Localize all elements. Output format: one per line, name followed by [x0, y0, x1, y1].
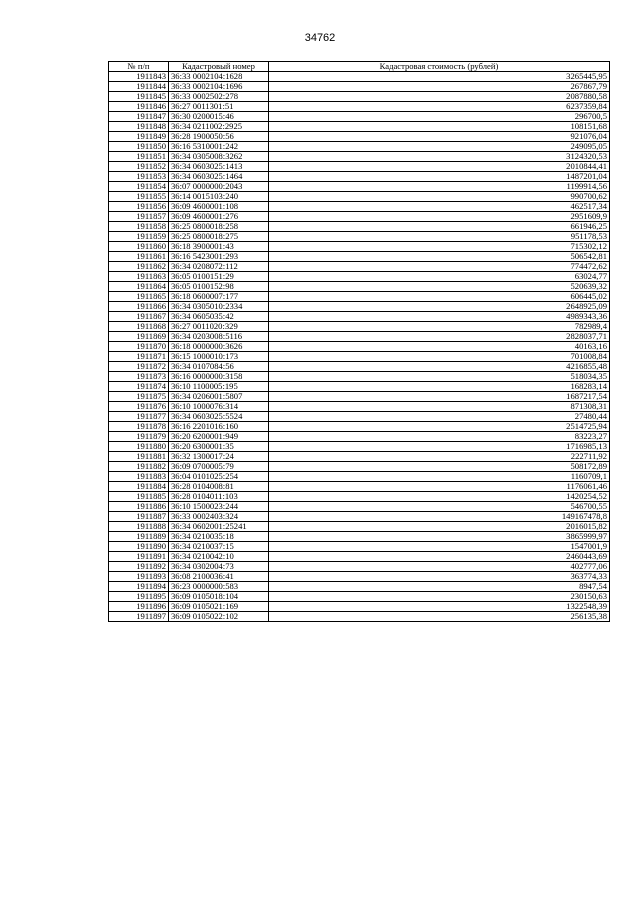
cadastral-value-cell: 701008,84 [269, 352, 610, 362]
table-row [109, 362, 610, 372]
cadastral-number-cell: 36:16 5423001:293 [169, 252, 269, 262]
cadastral-value-cell: 267867,79 [269, 82, 610, 92]
cadastral-number-cell: 36:09 0105022:102 [169, 612, 269, 622]
cadastral-value-cell: 1687217,54 [269, 392, 610, 402]
cadastral-number-cell: 36:34 0211002:2925 [169, 122, 269, 132]
row-number-cell: 1911877 [109, 412, 169, 422]
table-row [109, 352, 610, 362]
cadastral-number-cell: 36:05 0100151:29 [169, 272, 269, 282]
row-number-cell: 1911869 [109, 332, 169, 342]
cadastral-value-cell: 661946,25 [269, 222, 610, 232]
table-row [109, 542, 610, 552]
table-row [109, 332, 610, 342]
cadastral-number-cell: 36:18 0600007:177 [169, 292, 269, 302]
table-row [109, 242, 610, 252]
row-number-cell: 1911884 [109, 482, 169, 492]
cadastral-value-cell: 1487201,04 [269, 172, 610, 182]
row-number-cell: 1911880 [109, 442, 169, 452]
cadastral-number-cell: 36:30 0200015:46 [169, 112, 269, 122]
row-number-cell: 1911859 [109, 232, 169, 242]
cadastral-value-cell: 83223,27 [269, 432, 610, 442]
cadastral-number-cell: 36:28 0104008:81 [169, 482, 269, 492]
table-row [109, 442, 610, 452]
row-number-cell: 1911867 [109, 312, 169, 322]
row-number-cell: 1911851 [109, 152, 169, 162]
row-number-cell: 1911853 [109, 172, 169, 182]
cadastral-value-cell: 1322548,39 [269, 602, 610, 612]
row-number-cell: 1911855 [109, 192, 169, 202]
row-number-cell: 1911889 [109, 532, 169, 542]
table-row [109, 592, 610, 602]
page-number: 34762 [304, 32, 336, 44]
table-row [109, 252, 610, 262]
cadastral-number-cell: 36:32 1300017:24 [169, 452, 269, 462]
cadastral-value-cell: 249095,05 [269, 142, 610, 152]
row-number-cell: 1911862 [109, 262, 169, 272]
cadastral-number-cell: 36:20 6200001:949 [169, 432, 269, 442]
cadastral-number-cell: 36:18 3900001:43 [169, 242, 269, 252]
row-number-cell: 1911891 [109, 552, 169, 562]
cadastral-value-cell: 402777,06 [269, 562, 610, 572]
table-row [109, 202, 610, 212]
row-number-cell: 1911897 [109, 612, 169, 622]
table-row [109, 212, 610, 222]
table-row [109, 282, 610, 292]
table-row [109, 232, 610, 242]
row-number-cell: 1911879 [109, 432, 169, 442]
cadastral-value-cell: 222711,92 [269, 452, 610, 462]
cadastral-number-cell: 36:28 1900050:56 [169, 132, 269, 142]
table-row [109, 602, 610, 612]
row-number-cell: 1911872 [109, 362, 169, 372]
table-row [109, 392, 610, 402]
cadastral-number-cell: 36:14 0015103:240 [169, 192, 269, 202]
cadastral-value-cell: 774472,62 [269, 262, 610, 272]
cadastral-value-cell: 3124320,53 [269, 152, 610, 162]
row-number-cell: 1911892 [109, 562, 169, 572]
row-number-cell: 1911868 [109, 322, 169, 332]
row-number-cell: 1911843 [109, 72, 169, 82]
table-row [109, 312, 610, 322]
table-row [109, 142, 610, 152]
cadastral-value-cell: 2828037,71 [269, 332, 610, 342]
cadastral-value-cell: 3265445,95 [269, 72, 610, 82]
row-number-cell: 1911850 [109, 142, 169, 152]
cadastral-number-cell: 36:25 0800018:258 [169, 222, 269, 232]
row-number-cell: 1911893 [109, 572, 169, 582]
row-number-cell: 1911866 [109, 302, 169, 312]
cadastral-value-cell: 2951609,9 [269, 212, 610, 222]
cadastral-value-cell: 715302,12 [269, 242, 610, 252]
header-row [109, 62, 610, 72]
table-row [109, 472, 610, 482]
cadastral-number-cell: 36:09 0700005:79 [169, 462, 269, 472]
table-row [109, 182, 610, 192]
cadastral-value-cell: 4216855,48 [269, 362, 610, 372]
table-row [109, 372, 610, 382]
row-number-cell: 1911894 [109, 582, 169, 592]
cadastral-number-cell: 36:34 0305008:3262 [169, 152, 269, 162]
row-number-cell: 1911860 [109, 242, 169, 252]
cadastral-number-cell: 36:16 0000000:3158 [169, 372, 269, 382]
cadastral-value-cell: 506542,81 [269, 252, 610, 262]
row-number-cell: 1911873 [109, 372, 169, 382]
row-number-cell: 1911861 [109, 252, 169, 262]
cadastral-number-cell: 36:34 0305010:2334 [169, 302, 269, 312]
row-number-cell: 1911874 [109, 382, 169, 392]
row-number-cell: 1911878 [109, 422, 169, 432]
cadastral-number-cell: 36:34 0210037:15 [169, 542, 269, 552]
cadastral-number-cell: 36:34 0603025:5524 [169, 412, 269, 422]
cadastral-number-cell: 36:10 1500023:244 [169, 502, 269, 512]
cadastral-number-cell: 36:33 0002104:1696 [169, 82, 269, 92]
row-number-cell: 1911845 [109, 92, 169, 102]
cadastral-value-cell: 518034,35 [269, 372, 610, 382]
cadastral-value-cell: 108151,68 [269, 122, 610, 132]
cadastral-number-cell: 36:16 2201016:160 [169, 422, 269, 432]
table-row [109, 262, 610, 272]
row-number-cell: 1911846 [109, 102, 169, 112]
cadastral-number-cell: 36:15 1000010:173 [169, 352, 269, 362]
cadastral-value-cell: 1199914,56 [269, 182, 610, 192]
cadastral-number-cell: 36:34 0605035:42 [169, 312, 269, 322]
table-row [109, 462, 610, 472]
cadastral-number-cell: 36:05 0100152:98 [169, 282, 269, 292]
cadastral-value-cell: 606445,02 [269, 292, 610, 302]
cadastral-number-cell: 36:18 0000000:3626 [169, 342, 269, 352]
cadastral-number-cell: 36:09 4600001:108 [169, 202, 269, 212]
row-number-cell: 1911895 [109, 592, 169, 602]
table-row [109, 382, 610, 392]
table-row [109, 72, 610, 82]
table-header [109, 62, 610, 72]
cadastral-value-cell: 40163,16 [269, 342, 610, 352]
table-row [109, 422, 610, 432]
cadastral-value-cell: 256135,38 [269, 612, 610, 622]
row-number-cell: 1911858 [109, 222, 169, 232]
row-number-cell: 1911888 [109, 522, 169, 532]
cadastral-number-cell: 36:09 0105018:104 [169, 592, 269, 602]
cadastral-value-cell: 230150,63 [269, 592, 610, 602]
cadastral-value-cell: 520639,32 [269, 282, 610, 292]
table-row [109, 152, 610, 162]
cadastral-number-cell: 36:34 0302004:73 [169, 562, 269, 572]
row-number-cell: 1911854 [109, 182, 169, 192]
row-number-cell: 1911856 [109, 202, 169, 212]
cadastral-value-cell: 149167478,8 [269, 512, 610, 522]
table-row [109, 612, 610, 622]
cadastral-number-cell: 36:27 0011020:329 [169, 322, 269, 332]
cadastral-number-cell: 36:10 1000076:314 [169, 402, 269, 412]
cadastral-number-cell: 36:25 0800018:275 [169, 232, 269, 242]
cadastral-value-cell: 782989,4 [269, 322, 610, 332]
cadastral-number-cell: 36:34 0602001:25241 [169, 522, 269, 532]
table-row [109, 512, 610, 522]
cadastral-number-cell: 36:33 0002502:278 [169, 92, 269, 102]
cadastral-value-cell: 2087880,58 [269, 92, 610, 102]
cadastral-value-cell: 8947,54 [269, 582, 610, 592]
cadastral-value-cell: 871308,31 [269, 402, 610, 412]
cadastral-value-cell: 2010844,41 [269, 162, 610, 172]
cadastral-value-cell: 168283,14 [269, 382, 610, 392]
cadastral-value-cell: 2648925,09 [269, 302, 610, 312]
row-number-cell: 1911849 [109, 132, 169, 142]
cadastral-number-cell: 36:10 1100005:195 [169, 382, 269, 392]
row-number-cell: 1911863 [109, 272, 169, 282]
cadastral-value-cell: 1716985,13 [269, 442, 610, 452]
cadastral-number-cell: 36:04 0101025:254 [169, 472, 269, 482]
cadastral-value-cell: 363774,33 [269, 572, 610, 582]
cadastral-value-cell: 990700,62 [269, 192, 610, 202]
row-number-cell: 1911844 [109, 82, 169, 92]
row-number-cell: 1911871 [109, 352, 169, 362]
cadastral-number-cell: 36:16 5310001:242 [169, 142, 269, 152]
cadastral-value-table [108, 61, 610, 622]
table-row [109, 532, 610, 542]
table-row [109, 132, 610, 142]
table-row [109, 122, 610, 132]
cadastral-value-cell: 508172,89 [269, 462, 610, 472]
row-number-cell: 1911890 [109, 542, 169, 552]
row-number-cell: 1911852 [109, 162, 169, 172]
cadastral-number-cell: 36:34 0603025:1413 [169, 162, 269, 172]
table-body [109, 72, 610, 622]
table-row [109, 562, 610, 572]
table-row [109, 302, 610, 312]
table-row [109, 522, 610, 532]
table-row [109, 222, 610, 232]
cadastral-number-cell: 36:34 0107084:56 [169, 362, 269, 372]
cadastral-number-cell: 36:28 0104011:103 [169, 492, 269, 502]
column-header-cadastral-value: Кадастровая стоимость (рублей) [269, 62, 610, 72]
cadastral-number-cell: 36:34 0603025:1464 [169, 172, 269, 182]
cadastral-value-cell: 921076,04 [269, 132, 610, 142]
cadastral-value-cell: 27480,44 [269, 412, 610, 422]
cadastral-value-cell: 6237359,84 [269, 102, 610, 112]
cadastral-value-cell: 1420254,52 [269, 492, 610, 502]
table-row [109, 492, 610, 502]
cadastral-value-cell: 2460443,69 [269, 552, 610, 562]
cadastral-number-cell: 36:08 2100036:41 [169, 572, 269, 582]
row-number-cell: 1911865 [109, 292, 169, 302]
row-number-cell: 1911887 [109, 512, 169, 522]
cadastral-number-cell: 36:20 6300001:35 [169, 442, 269, 452]
table-row [109, 82, 610, 92]
table-row [109, 292, 610, 302]
row-number-cell: 1911848 [109, 122, 169, 132]
cadastral-number-cell: 36:33 0002104:1628 [169, 72, 269, 82]
column-header-row-number: № п/п [109, 62, 169, 72]
cadastral-number-cell: 36:27 0011301:51 [169, 102, 269, 112]
cadastral-value-cell: 462517,34 [269, 202, 610, 212]
table-row [109, 452, 610, 462]
table-row [109, 552, 610, 562]
column-header-cadastral-number: Кадастровый номер [169, 62, 269, 72]
table-row [109, 432, 610, 442]
row-number-cell: 1911864 [109, 282, 169, 292]
table-row [109, 112, 610, 122]
cadastral-value-cell: 1160709,1 [269, 472, 610, 482]
row-number-cell: 1911883 [109, 472, 169, 482]
row-number-cell: 1911881 [109, 452, 169, 462]
row-number-cell: 1911896 [109, 602, 169, 612]
row-number-cell: 1911857 [109, 212, 169, 222]
table-row [109, 572, 610, 582]
table-row [109, 412, 610, 422]
cadastral-number-cell: 36:34 0210042:10 [169, 552, 269, 562]
cadastral-number-cell: 36:34 0206001:5807 [169, 392, 269, 402]
cadastral-value-cell: 2514725,94 [269, 422, 610, 432]
table-row [109, 582, 610, 592]
table-row [109, 162, 610, 172]
cadastral-value-cell: 1547001,9 [269, 542, 610, 552]
cadastral-number-cell: 36:09 0105021:169 [169, 602, 269, 612]
table-row [109, 482, 610, 492]
table-row [109, 322, 610, 332]
cadastral-value-cell: 63024,77 [269, 272, 610, 282]
cadastral-value-cell: 546700,55 [269, 502, 610, 512]
table-row [109, 342, 610, 352]
cadastral-number-cell: 36:09 4600001:276 [169, 212, 269, 222]
cadastral-value-cell: 951178,53 [269, 232, 610, 242]
table-row [109, 92, 610, 102]
table-row [109, 402, 610, 412]
cadastral-value-cell: 2016015,82 [269, 522, 610, 532]
cadastral-value-cell: 3865999,97 [269, 532, 610, 542]
row-number-cell: 1911885 [109, 492, 169, 502]
cadastral-number-cell: 36:34 0208072:112 [169, 262, 269, 272]
row-number-cell: 1911875 [109, 392, 169, 402]
table-row [109, 502, 610, 512]
cadastral-number-cell: 36:07 0000000:2043 [169, 182, 269, 192]
cadastral-value-cell: 1176061,46 [269, 482, 610, 492]
table-row [109, 192, 610, 202]
row-number-cell: 1911847 [109, 112, 169, 122]
table-row [109, 272, 610, 282]
cadastral-number-cell: 36:23 0000000:583 [169, 582, 269, 592]
row-number-cell: 1911882 [109, 462, 169, 472]
row-number-cell: 1911870 [109, 342, 169, 352]
row-number-cell: 1911886 [109, 502, 169, 512]
row-number-cell: 1911876 [109, 402, 169, 412]
cadastral-value-cell: 4989343,36 [269, 312, 610, 322]
cadastral-value-cell: 296700,5 [269, 112, 610, 122]
table-row [109, 172, 610, 182]
cadastral-number-cell: 36:34 0203008:5116 [169, 332, 269, 342]
table-row [109, 102, 610, 112]
cadastral-number-cell: 36:34 0210035:18 [169, 532, 269, 542]
cadastral-number-cell: 36:33 0002403:324 [169, 512, 269, 522]
